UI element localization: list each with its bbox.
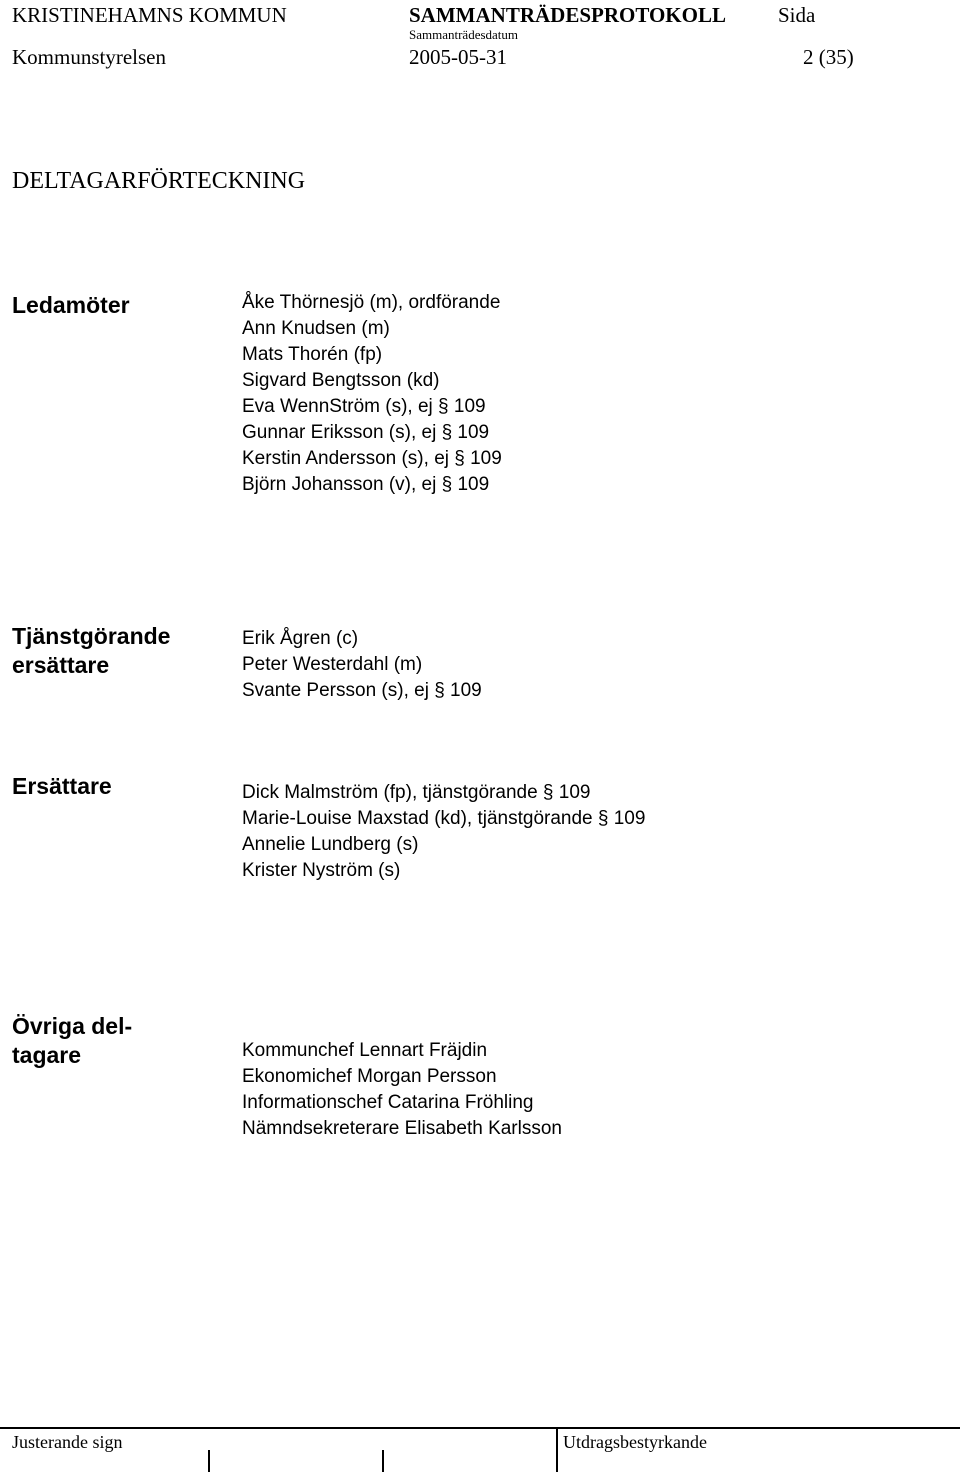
list-item: Mats Thorén (fp) [242, 344, 383, 365]
list-item: Svante Persson (s), ej § 109 [242, 680, 482, 701]
justerande-sign-label: Justerande sign [12, 1432, 123, 1452]
list-item: Björn Johansson (v), ej § 109 [242, 474, 490, 495]
member-list-tjanstgorande [242, 626, 482, 704]
page-number: 2 (35) [803, 45, 854, 69]
list-item: Dick Malmström (fp), tjänstgörande § 109 [242, 782, 591, 803]
section-label-line: Tjänstgörande [12, 623, 171, 649]
list-item: Sigvard Bengtsson (kd) [242, 370, 440, 391]
list-item: Erik Ågren (c) [242, 628, 359, 649]
meeting-date: 2005-05-31 [409, 45, 507, 69]
member-list-ledamoter [242, 290, 502, 498]
signature-box-divider [556, 1427, 558, 1472]
document-title: DELTAGARFÖRTECKNING [12, 168, 306, 194]
page-label: Sida [778, 3, 816, 27]
section-label-tjanstgorande [12, 622, 170, 680]
organization-name: KRISTINEHAMNS KOMMUN [12, 3, 287, 27]
date-label: Sammanträdesdatum [409, 27, 519, 42]
list-item: Informationschef Catarina Fröhling [242, 1092, 534, 1113]
committee-name: Kommunstyrelsen [12, 45, 166, 69]
list-item: Nämndsekreterare Elisabeth Karlsson [242, 1118, 562, 1139]
list-item: Eva WennStröm (s), ej § 109 [242, 396, 486, 417]
list-item: Peter Westerdahl (m) [242, 654, 423, 675]
protocol-title: SAMMANTRÄDESPROTOKOLL [409, 3, 726, 27]
list-item: Ekonomichef Morgan Persson [242, 1066, 497, 1087]
list-item: Åke Thörnesjö (m), ordförande [242, 292, 501, 313]
section-label-line: tagare [12, 1042, 82, 1068]
section-label-ovriga [12, 1012, 132, 1070]
list-item: Marie-Louise Maxstad (kd), tjänstgörande § 109 [242, 808, 646, 829]
section-label-ledamoter: Ledamöter [12, 292, 130, 318]
section-label-line: Övriga del- [12, 1013, 133, 1039]
list-item: Kommunchef Lennart Fräjdin [242, 1040, 488, 1061]
footer-divider [0, 1427, 960, 1429]
list-item: Krister Nyström (s) [242, 860, 401, 881]
member-list-ersattare [242, 780, 645, 884]
list-item: Kerstin Andersson (s), ej § 109 [242, 448, 502, 469]
signature-tick [208, 1450, 210, 1472]
list-item: Ann Knudsen (m) [242, 318, 390, 339]
list-item: Gunnar Eriksson (s), ej § 109 [242, 422, 490, 443]
utdragsbestyrkande-label: Utdragsbestyrkande [563, 1432, 707, 1452]
signature-tick [382, 1450, 384, 1472]
section-label-ersattare: Ersättare [12, 773, 112, 799]
member-list-ovriga [242, 1038, 562, 1142]
list-item: Annelie Lundberg (s) [242, 834, 419, 855]
section-label-line: ersättare [12, 652, 110, 678]
